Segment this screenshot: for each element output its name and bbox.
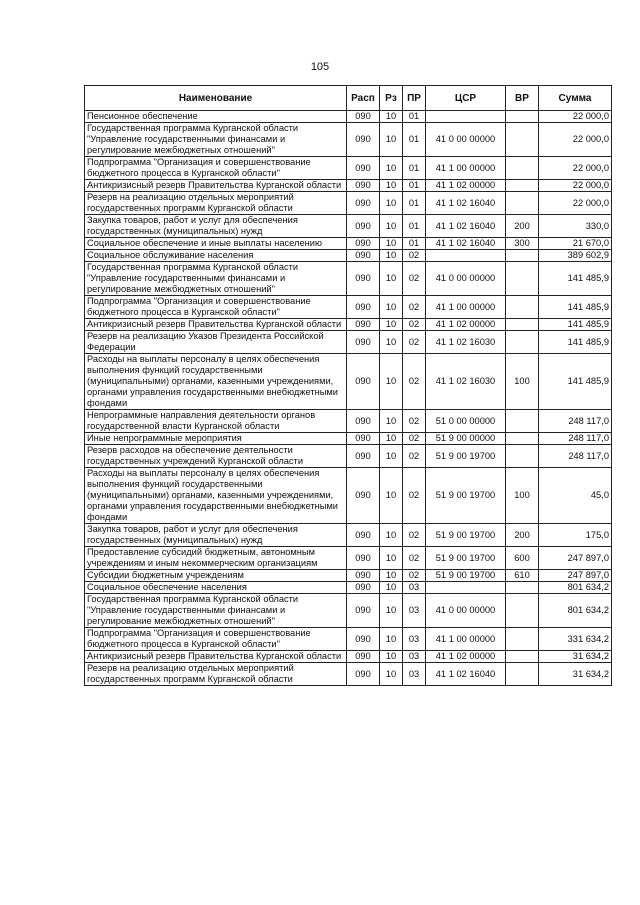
cell-pr: 02 [403, 250, 426, 262]
cell-rasp: 090 [347, 651, 380, 663]
cell-pr: 03 [403, 651, 426, 663]
cell-sum: 141 485,9 [539, 331, 612, 354]
table-row [85, 319, 612, 331]
cell-sum: 801 634,2 [539, 582, 612, 594]
cell-vr [506, 319, 539, 331]
cell-vr [506, 296, 539, 319]
cell-pr: 02 [403, 468, 426, 524]
cell-csr: 41 1 02 00000 [426, 651, 506, 663]
table-row [85, 331, 612, 354]
cell-name: Расходы на выплаты персоналу в целях обеспечения выполнения функций государственными (муниципальными) органами, казенными учреждениями, органами управления государственными внебюджетными фондами [85, 468, 347, 524]
cell-pr: 01 [403, 111, 426, 123]
cell-name: Государственная программа Курганской области "Управление государственными финансами и регулирование межбюджетных отношений" [85, 262, 347, 296]
cell-rz: 10 [380, 663, 403, 686]
cell-pr: 02 [403, 262, 426, 296]
cell-vr: 100 [506, 354, 539, 410]
cell-sum: 22 000,0 [539, 192, 612, 215]
cell-pr: 01 [403, 180, 426, 192]
cell-rz: 10 [380, 410, 403, 433]
cell-sum: 801 634,2 [539, 594, 612, 628]
cell-rasp: 090 [347, 628, 380, 651]
table-row [85, 111, 612, 123]
table-row [85, 547, 612, 570]
cell-sum: 141 485,9 [539, 262, 612, 296]
cell-csr: 51 9 00 19700 [426, 570, 506, 582]
cell-rasp: 090 [347, 262, 380, 296]
cell-rasp: 090 [347, 445, 380, 468]
cell-csr [426, 582, 506, 594]
table-row [85, 157, 612, 180]
cell-name: Социальное обеспечение населения [85, 582, 347, 594]
cell-rasp: 090 [347, 433, 380, 445]
cell-name: Государственная программа Курганской области "Управление государственными финансами и регулирование межбюджетных отношений" [85, 123, 347, 157]
cell-rasp: 090 [347, 238, 380, 250]
cell-vr [506, 433, 539, 445]
cell-rz: 10 [380, 651, 403, 663]
cell-sum: 31 634,2 [539, 663, 612, 686]
cell-name: Государственная программа Курганской области "Управление государственными финансами и регулирование межбюджетных отношений" [85, 594, 347, 628]
cell-pr: 02 [403, 547, 426, 570]
cell-vr: 610 [506, 570, 539, 582]
cell-csr: 41 1 02 16030 [426, 331, 506, 354]
cell-name: Резерв расходов на обеспечение деятельности государственных учреждений Курганской области [85, 445, 347, 468]
header-sum: Сумма [539, 86, 612, 111]
cell-sum: 31 634,2 [539, 651, 612, 663]
cell-sum: 22 000,0 [539, 123, 612, 157]
cell-rasp: 090 [347, 319, 380, 331]
header-name: Наименование [85, 86, 347, 111]
table-row [85, 250, 612, 262]
cell-sum: 21 670,0 [539, 238, 612, 250]
cell-sum: 247 897,0 [539, 570, 612, 582]
cell-sum: 248 117,0 [539, 445, 612, 468]
table-body [85, 111, 612, 686]
cell-pr: 02 [403, 570, 426, 582]
cell-rz: 10 [380, 594, 403, 628]
cell-pr: 03 [403, 594, 426, 628]
cell-sum: 141 485,9 [539, 354, 612, 410]
cell-csr: 51 9 00 19700 [426, 468, 506, 524]
cell-vr: 300 [506, 238, 539, 250]
cell-vr: 200 [506, 215, 539, 238]
cell-rz: 10 [380, 570, 403, 582]
cell-csr: 41 0 00 00000 [426, 594, 506, 628]
cell-vr [506, 663, 539, 686]
cell-pr: 02 [403, 433, 426, 445]
table-row [85, 180, 612, 192]
cell-name: Предоставление субсидий бюджетным, автономным учреждениям и иным некоммерческим организациям [85, 547, 347, 570]
cell-csr [426, 250, 506, 262]
cell-rz: 10 [380, 524, 403, 547]
header-csr: ЦСР [426, 86, 506, 111]
table-header-row [85, 86, 612, 111]
header-pr: ПР [403, 86, 426, 111]
cell-rasp: 090 [347, 296, 380, 319]
cell-rasp: 090 [347, 192, 380, 215]
cell-csr: 41 1 02 16040 [426, 238, 506, 250]
table-row [85, 296, 612, 319]
cell-sum: 45,0 [539, 468, 612, 524]
cell-csr: 51 9 00 19700 [426, 445, 506, 468]
cell-rz: 10 [380, 157, 403, 180]
cell-name: Закупка товаров, работ и услуг для обеспечения государственных (муниципальных) нужд [85, 215, 347, 238]
cell-pr: 02 [403, 319, 426, 331]
cell-rasp: 090 [347, 354, 380, 410]
cell-name: Субсидии бюджетным учреждениям [85, 570, 347, 582]
cell-name: Антикризисный резерв Правительства Курганской области [85, 180, 347, 192]
cell-vr [506, 180, 539, 192]
cell-csr: 41 1 00 00000 [426, 628, 506, 651]
table-row [85, 524, 612, 547]
cell-rasp: 090 [347, 547, 380, 570]
cell-sum: 141 485,9 [539, 296, 612, 319]
cell-pr: 02 [403, 445, 426, 468]
cell-rz: 10 [380, 547, 403, 570]
table-row [85, 468, 612, 524]
cell-pr: 01 [403, 215, 426, 238]
cell-vr [506, 111, 539, 123]
table-row [85, 651, 612, 663]
cell-name: Резерв на реализацию отдельных мероприятий государственных программ Курганской области [85, 192, 347, 215]
cell-pr: 02 [403, 296, 426, 319]
cell-vr [506, 250, 539, 262]
cell-name: Иные непрограммные мероприятия [85, 433, 347, 445]
table-row [85, 663, 612, 686]
cell-name: Непрограммные направления деятельности органов государственной власти Курганской области [85, 410, 347, 433]
cell-sum: 330,0 [539, 215, 612, 238]
cell-vr [506, 582, 539, 594]
cell-rz: 10 [380, 111, 403, 123]
cell-pr: 01 [403, 192, 426, 215]
cell-rz: 10 [380, 582, 403, 594]
cell-rz: 10 [380, 238, 403, 250]
header-rz: Рз [380, 86, 403, 111]
table-row [85, 582, 612, 594]
cell-csr: 41 0 00 00000 [426, 262, 506, 296]
cell-vr [506, 157, 539, 180]
cell-rasp: 090 [347, 250, 380, 262]
cell-csr: 51 9 00 19700 [426, 547, 506, 570]
cell-sum: 331 634,2 [539, 628, 612, 651]
cell-rasp: 090 [347, 524, 380, 547]
cell-csr: 41 1 02 16040 [426, 663, 506, 686]
table-row [85, 570, 612, 582]
cell-pr: 02 [403, 524, 426, 547]
cell-csr: 41 0 00 00000 [426, 123, 506, 157]
cell-rz: 10 [380, 123, 403, 157]
cell-csr: 41 1 02 16040 [426, 215, 506, 238]
table-row [85, 215, 612, 238]
cell-pr: 03 [403, 582, 426, 594]
cell-sum: 22 000,0 [539, 180, 612, 192]
cell-rz: 10 [380, 180, 403, 192]
cell-name: Подпрограмма "Организация и совершенствование бюджетного процесса в Курганской области" [85, 628, 347, 651]
cell-pr: 01 [403, 238, 426, 250]
page-number: 105 [310, 61, 330, 73]
cell-rz: 10 [380, 250, 403, 262]
cell-rasp: 090 [347, 570, 380, 582]
cell-vr [506, 594, 539, 628]
table-row [85, 123, 612, 157]
cell-vr [506, 651, 539, 663]
cell-csr: 51 0 00 00000 [426, 410, 506, 433]
cell-csr: 41 1 02 00000 [426, 319, 506, 331]
cell-name: Антикризисный резерв Правительства Курганской области [85, 651, 347, 663]
cell-rasp: 090 [347, 331, 380, 354]
cell-csr [426, 111, 506, 123]
cell-pr: 01 [403, 123, 426, 157]
cell-sum: 141 485,9 [539, 319, 612, 331]
cell-rasp: 090 [347, 157, 380, 180]
cell-vr: 100 [506, 468, 539, 524]
cell-rz: 10 [380, 331, 403, 354]
cell-rz: 10 [380, 262, 403, 296]
cell-sum: 175,0 [539, 524, 612, 547]
table-row [85, 628, 612, 651]
cell-name: Закупка товаров, работ и услуг для обеспечения государственных (муниципальных) нужд [85, 524, 347, 547]
cell-name: Социальное обслуживание населения [85, 250, 347, 262]
table-row [85, 433, 612, 445]
cell-vr [506, 445, 539, 468]
cell-vr [506, 262, 539, 296]
cell-name: Резерв на реализацию Указов Президента Российской Федерации [85, 331, 347, 354]
table-row [85, 410, 612, 433]
cell-pr: 03 [403, 663, 426, 686]
cell-vr [506, 331, 539, 354]
table-row [85, 445, 612, 468]
cell-csr: 41 1 02 16040 [426, 192, 506, 215]
cell-sum: 22 000,0 [539, 157, 612, 180]
cell-vr: 600 [506, 547, 539, 570]
table-row [85, 192, 612, 215]
cell-name: Антикризисный резерв Правительства Курганской области [85, 319, 347, 331]
cell-rz: 10 [380, 296, 403, 319]
table-row [85, 594, 612, 628]
cell-sum: 389 602,9 [539, 250, 612, 262]
cell-rz: 10 [380, 319, 403, 331]
cell-vr: 200 [506, 524, 539, 547]
cell-csr: 41 1 00 00000 [426, 296, 506, 319]
table-row [85, 262, 612, 296]
cell-csr: 41 1 02 16030 [426, 354, 506, 410]
cell-sum: 22 000,0 [539, 111, 612, 123]
cell-vr [506, 628, 539, 651]
cell-name: Подпрограмма "Организация и совершенствование бюджетного процесса в Курганской области" [85, 296, 347, 319]
cell-rasp: 090 [347, 111, 380, 123]
cell-csr: 41 1 02 00000 [426, 180, 506, 192]
cell-csr: 51 9 00 00000 [426, 433, 506, 445]
header-vr: ВР [506, 86, 539, 111]
cell-pr: 03 [403, 628, 426, 651]
cell-rz: 10 [380, 433, 403, 445]
cell-rasp: 090 [347, 594, 380, 628]
cell-csr: 51 9 00 19700 [426, 524, 506, 547]
cell-rasp: 090 [347, 663, 380, 686]
cell-rasp: 090 [347, 123, 380, 157]
table-row [85, 238, 612, 250]
cell-pr: 02 [403, 354, 426, 410]
cell-rz: 10 [380, 192, 403, 215]
cell-rasp: 090 [347, 215, 380, 238]
cell-vr [506, 123, 539, 157]
cell-rz: 10 [380, 468, 403, 524]
cell-vr [506, 192, 539, 215]
cell-rz: 10 [380, 628, 403, 651]
cell-rz: 10 [380, 215, 403, 238]
cell-pr: 02 [403, 410, 426, 433]
cell-name: Социальное обеспечение и иные выплаты населению [85, 238, 347, 250]
cell-name: Расходы на выплаты персоналу в целях обеспечения выполнения функций государственными (муниципальными) органами, казенными учреждениями, органами управления государственными внебюджетными фондами [85, 354, 347, 410]
cell-pr: 02 [403, 331, 426, 354]
cell-rasp: 090 [347, 582, 380, 594]
header-rasp: Расп [347, 86, 380, 111]
cell-rasp: 090 [347, 180, 380, 192]
cell-sum: 247 897,0 [539, 547, 612, 570]
table-row [85, 354, 612, 410]
cell-rasp: 090 [347, 468, 380, 524]
budget-table [84, 85, 612, 686]
cell-csr: 41 1 00 00000 [426, 157, 506, 180]
cell-sum: 248 117,0 [539, 410, 612, 433]
cell-rz: 10 [380, 445, 403, 468]
cell-name: Подпрограмма "Организация и совершенствование бюджетного процесса в Курганской области" [85, 157, 347, 180]
cell-name: Резерв на реализацию отдельных мероприятий государственных программ Курганской области [85, 663, 347, 686]
cell-rz: 10 [380, 354, 403, 410]
cell-name: Пенсионное обеспечение [85, 111, 347, 123]
cell-sum: 248 117,0 [539, 433, 612, 445]
cell-rasp: 090 [347, 410, 380, 433]
cell-vr [506, 410, 539, 433]
cell-pr: 01 [403, 157, 426, 180]
